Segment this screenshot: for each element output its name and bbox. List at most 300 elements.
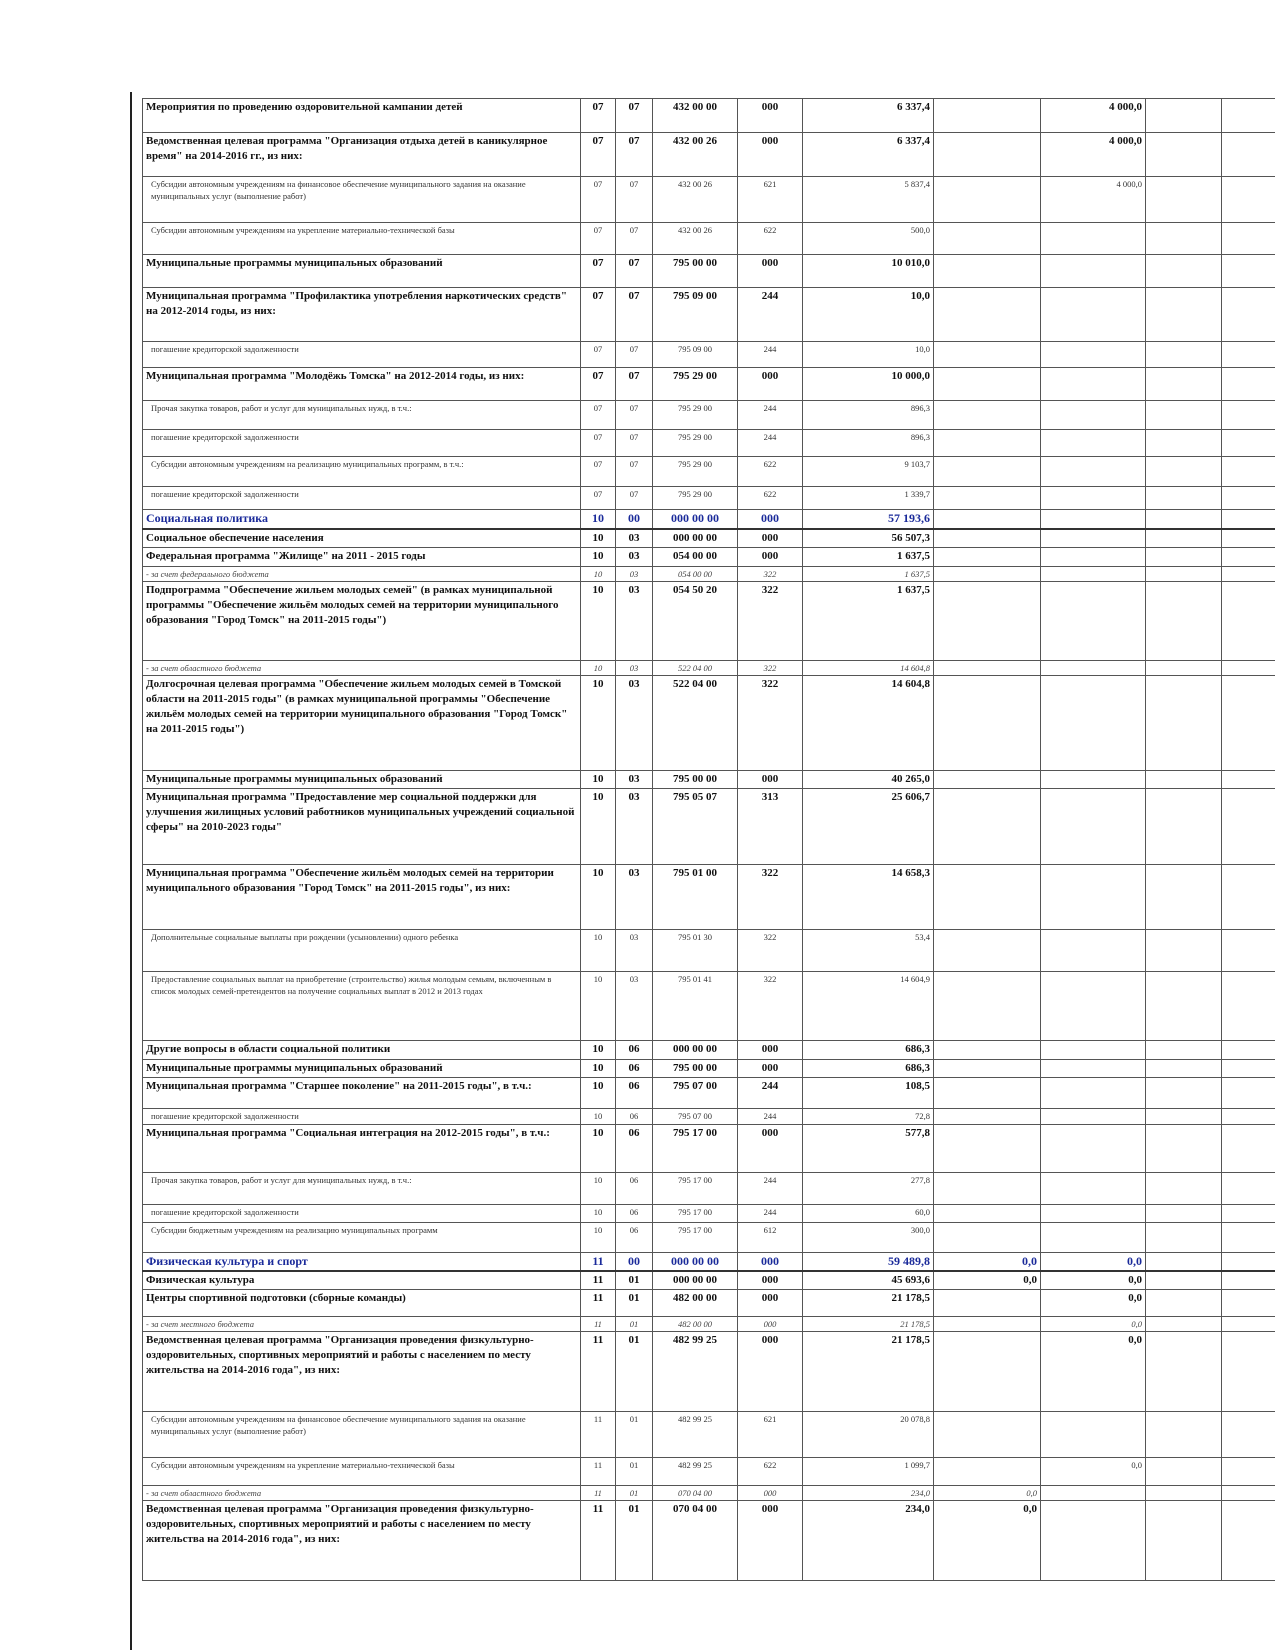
row-amount: 10,0: [803, 288, 934, 342]
row-description: Федеральная программа "Жилище" на 2011 - 2015 годы: [143, 547, 581, 566]
row-section-code: 07: [581, 430, 616, 457]
table-row: [143, 581, 1275, 660]
row-amount-3: [1041, 342, 1146, 368]
row-amount-2: [934, 255, 1041, 288]
row-amount-3: [1041, 1124, 1146, 1172]
row-amount: 57 193,6: [803, 510, 934, 529]
table-row: [143, 99, 1275, 133]
row-target-article-code: 795 17 00: [653, 1222, 738, 1252]
row-expense-type-code: 000: [738, 1124, 803, 1172]
table-row: [143, 971, 1275, 1040]
row-subsection-code: 03: [616, 929, 653, 971]
row-target-article-code: 482 00 00: [653, 1317, 738, 1332]
row-section-code: 11: [581, 1501, 616, 1581]
row-target-article-code: 795 29 00: [653, 401, 738, 430]
row-section-code: 07: [581, 223, 616, 255]
row-empty-cell: [1222, 1317, 1275, 1332]
row-section-code: 10: [581, 1204, 616, 1222]
row-subsection-code: 06: [616, 1222, 653, 1252]
row-section-code: 07: [581, 342, 616, 368]
table-row: [143, 1290, 1275, 1317]
row-empty-cell: [1222, 487, 1275, 510]
row-empty-cell: [1146, 566, 1222, 581]
row-expense-type-code: 000: [738, 1059, 803, 1077]
row-subsection-code: 01: [616, 1486, 653, 1501]
row-subsection-code: 03: [616, 529, 653, 548]
row-empty-cell: [1146, 1172, 1222, 1204]
row-target-article-code: 795 07 00: [653, 1108, 738, 1124]
row-expense-type-code: 000: [738, 1290, 803, 1317]
row-subsection-code: 00: [616, 1252, 653, 1271]
row-empty-cell: [1146, 1077, 1222, 1108]
row-expense-type-code: 000: [738, 1252, 803, 1271]
row-amount-2: [934, 529, 1041, 548]
row-empty-cell: [1146, 581, 1222, 660]
table-row: [143, 660, 1275, 675]
row-description: Ведомственная целевая программа "Организация проведения физкультурно-оздоровительных, спортивных мероприятий и работы с населением по месту жительства на 2014-2016 года", из них:: [143, 1332, 581, 1412]
row-amount-3: [1041, 510, 1146, 529]
row-empty-cell: [1222, 1458, 1275, 1486]
row-target-article-code: 000 00 00: [653, 1252, 738, 1271]
row-expense-type-code: 000: [738, 1486, 803, 1501]
table-row: [143, 1059, 1275, 1077]
row-empty-cell: [1222, 1108, 1275, 1124]
row-description: Дополнительные социальные выплаты при рождении (усыновлении) одного ребенка: [143, 929, 581, 971]
row-empty-cell: [1222, 288, 1275, 342]
row-target-article-code: 795 17 00: [653, 1172, 738, 1204]
row-amount: 1 339,7: [803, 487, 934, 510]
row-subsection-code: 03: [616, 581, 653, 660]
row-amount: 25 606,7: [803, 788, 934, 864]
row-subsection-code: 07: [616, 457, 653, 487]
row-amount-2: [934, 1204, 1041, 1222]
row-amount: 1 637,5: [803, 547, 934, 566]
row-empty-cell: [1146, 929, 1222, 971]
row-description: Социальная политика: [143, 510, 581, 529]
row-description: Центры спортивной подготовки (сборные команды): [143, 1290, 581, 1317]
table-row: [143, 1204, 1275, 1222]
row-amount-2: [934, 1332, 1041, 1412]
table-row: [143, 1271, 1275, 1290]
row-amount-3: 0,0: [1041, 1332, 1146, 1412]
table-row: [143, 770, 1275, 788]
row-amount-3: 0,0: [1041, 1252, 1146, 1271]
row-section-code: 10: [581, 581, 616, 660]
row-amount-2: [934, 1222, 1041, 1252]
row-amount-2: [934, 1108, 1041, 1124]
row-description: Муниципальная программа "Предоставление мер социальной поддержки для улучшения жилищных условий работников муниципальных учреждений социальной сферы" на 2010-2023 годы": [143, 788, 581, 864]
row-empty-cell: [1222, 788, 1275, 864]
row-target-article-code: 000 00 00: [653, 510, 738, 529]
row-empty-cell: [1222, 255, 1275, 288]
row-empty-cell: [1146, 1222, 1222, 1252]
row-target-article-code: 795 29 00: [653, 487, 738, 510]
row-description: Предоставление социальных выплат на приобретение (строительство) жилья молодым семьям, включенным в список молодых семей-претендентов на получение социальных выплат в 2012 и 2013 годах: [143, 971, 581, 1040]
row-description: Прочая закупка товаров, работ и услуг для муниципальных нужд, в т.ч.:: [143, 1172, 581, 1204]
row-expense-type-code: 244: [738, 342, 803, 368]
row-amount-2: [934, 1290, 1041, 1317]
row-empty-cell: [1146, 1412, 1222, 1458]
table-row: [143, 133, 1275, 177]
row-description: погашение кредиторской задолженности: [143, 1204, 581, 1222]
row-description: Долгосрочная целевая программа "Обеспечение жильем молодых семей в Томской области на 2011-2015 годы" (в рамках муниципальной программы "Обеспечение жильём молодых семей на территории муниципального образования "Город Томск" на 2011-2015 годы"): [143, 675, 581, 770]
row-subsection-code: 07: [616, 133, 653, 177]
row-amount: 72,8: [803, 1108, 934, 1124]
row-section-code: 11: [581, 1486, 616, 1501]
row-section-code: 10: [581, 864, 616, 929]
row-amount-3: [1041, 1222, 1146, 1252]
row-amount-2: 0,0: [934, 1271, 1041, 1290]
row-amount: 21 178,5: [803, 1317, 934, 1332]
table-row: [143, 457, 1275, 487]
row-empty-cell: [1222, 529, 1275, 548]
row-amount: 56 507,3: [803, 529, 934, 548]
row-subsection-code: 07: [616, 177, 653, 223]
row-description: Физическая культура: [143, 1271, 581, 1290]
row-section-code: 10: [581, 1172, 616, 1204]
row-amount: 14 604,8: [803, 660, 934, 675]
row-section-code: 07: [581, 288, 616, 342]
row-amount-2: 0,0: [934, 1486, 1041, 1501]
table-row: [143, 1124, 1275, 1172]
row-amount-2: [934, 401, 1041, 430]
row-expense-type-code: 000: [738, 547, 803, 566]
row-empty-cell: [1146, 788, 1222, 864]
row-section-code: 10: [581, 1077, 616, 1108]
row-amount: 1 637,5: [803, 581, 934, 660]
row-amount-2: [934, 660, 1041, 675]
row-target-article-code: 795 09 00: [653, 288, 738, 342]
row-amount-3: [1041, 1077, 1146, 1108]
row-empty-cell: [1146, 1501, 1222, 1581]
row-amount-3: 4 000,0: [1041, 177, 1146, 223]
row-amount-3: 4 000,0: [1041, 133, 1146, 177]
table-row: [143, 1501, 1275, 1581]
row-empty-cell: [1146, 660, 1222, 675]
row-target-article-code: 795 01 00: [653, 864, 738, 929]
row-expense-type-code: 244: [738, 1172, 803, 1204]
row-section-code: 10: [581, 1108, 616, 1124]
row-empty-cell: [1146, 971, 1222, 1040]
table-row: [143, 401, 1275, 430]
row-subsection-code: 06: [616, 1108, 653, 1124]
row-target-article-code: 795 29 00: [653, 457, 738, 487]
row-empty-cell: [1222, 99, 1275, 133]
row-amount-2: [934, 1412, 1041, 1458]
row-empty-cell: [1146, 1252, 1222, 1271]
row-amount: 14 658,3: [803, 864, 934, 929]
row-amount-2: [934, 223, 1041, 255]
row-amount-3: 4 000,0: [1041, 99, 1146, 133]
row-empty-cell: [1146, 675, 1222, 770]
row-empty-cell: [1222, 1124, 1275, 1172]
row-description: - за счет областного бюджета: [143, 1486, 581, 1501]
row-target-article-code: 054 00 00: [653, 547, 738, 566]
row-amount: 10 000,0: [803, 368, 934, 401]
row-amount: 5 837,4: [803, 177, 934, 223]
row-amount: 14 604,8: [803, 675, 934, 770]
row-amount-3: 0,0: [1041, 1290, 1146, 1317]
table-row: [143, 342, 1275, 368]
row-expense-type-code: 322: [738, 675, 803, 770]
row-target-article-code: 522 04 00: [653, 660, 738, 675]
row-description: погашение кредиторской задолженности: [143, 342, 581, 368]
row-section-code: 10: [581, 510, 616, 529]
row-amount-3: [1041, 1412, 1146, 1458]
row-amount: 53,4: [803, 929, 934, 971]
row-target-article-code: 432 00 00: [653, 99, 738, 133]
row-amount-2: [934, 929, 1041, 971]
table-row: [143, 223, 1275, 255]
row-empty-cell: [1146, 1124, 1222, 1172]
row-expense-type-code: 000: [738, 368, 803, 401]
row-target-article-code: 795 17 00: [653, 1124, 738, 1172]
row-amount-3: [1041, 223, 1146, 255]
row-section-code: 07: [581, 487, 616, 510]
row-amount-3: [1041, 430, 1146, 457]
row-amount-3: [1041, 675, 1146, 770]
row-expense-type-code: 000: [738, 770, 803, 788]
row-subsection-code: 03: [616, 971, 653, 1040]
row-expense-type-code: 622: [738, 487, 803, 510]
row-section-code: 10: [581, 675, 616, 770]
row-amount: 21 178,5: [803, 1290, 934, 1317]
row-subsection-code: 06: [616, 1077, 653, 1108]
row-empty-cell: [1222, 1271, 1275, 1290]
row-section-code: 10: [581, 788, 616, 864]
row-empty-cell: [1146, 457, 1222, 487]
row-amount: 60,0: [803, 1204, 934, 1222]
table-row: [143, 929, 1275, 971]
row-amount-2: [934, 1124, 1041, 1172]
table-row: [143, 1040, 1275, 1059]
row-amount-3: [1041, 1108, 1146, 1124]
row-amount-2: [934, 1059, 1041, 1077]
budget-table-body: [143, 99, 1275, 1581]
table-row: [143, 1317, 1275, 1332]
row-section-code: 07: [581, 368, 616, 401]
row-empty-cell: [1222, 1040, 1275, 1059]
row-expense-type-code: 313: [738, 788, 803, 864]
row-description: - за счет местного бюджета: [143, 1317, 581, 1332]
row-amount: 234,0: [803, 1501, 934, 1581]
row-empty-cell: [1146, 288, 1222, 342]
row-amount-2: [934, 566, 1041, 581]
row-description: - за счет областного бюджета: [143, 660, 581, 675]
row-section-code: 11: [581, 1271, 616, 1290]
row-empty-cell: [1222, 1332, 1275, 1412]
row-amount-3: [1041, 566, 1146, 581]
row-amount-2: [934, 1040, 1041, 1059]
table-row: [143, 675, 1275, 770]
row-expense-type-code: 244: [738, 288, 803, 342]
row-amount-2: 0,0: [934, 1501, 1041, 1581]
row-subsection-code: 07: [616, 255, 653, 288]
row-amount: 45 693,6: [803, 1271, 934, 1290]
budget-table-sheet: [142, 98, 1275, 1581]
row-description: Муниципальные программы муниципальных образований: [143, 255, 581, 288]
row-empty-cell: [1222, 430, 1275, 457]
row-amount: 59 489,8: [803, 1252, 934, 1271]
row-subsection-code: 07: [616, 223, 653, 255]
row-description: погашение кредиторской задолженности: [143, 1108, 581, 1124]
row-amount-2: [934, 99, 1041, 133]
row-description: Муниципальная программа "Профилактика употребления наркотических средств" на 2012-2014 годы, из них:: [143, 288, 581, 342]
table-row: [143, 487, 1275, 510]
row-description: Мероприятия по проведению оздоровительной кампании детей: [143, 99, 581, 133]
row-amount: 686,3: [803, 1059, 934, 1077]
row-amount: 6 337,4: [803, 99, 934, 133]
row-empty-cell: [1146, 770, 1222, 788]
table-row: [143, 1108, 1275, 1124]
row-expense-type-code: 244: [738, 430, 803, 457]
row-description: погашение кредиторской задолженности: [143, 430, 581, 457]
row-empty-cell: [1146, 99, 1222, 133]
row-amount-2: [934, 487, 1041, 510]
row-description: Муниципальные программы муниципальных образований: [143, 1059, 581, 1077]
row-empty-cell: [1146, 529, 1222, 548]
row-expense-type-code: 000: [738, 99, 803, 133]
row-subsection-code: 00: [616, 510, 653, 529]
row-subsection-code: 01: [616, 1271, 653, 1290]
row-target-article-code: 795 17 00: [653, 1204, 738, 1222]
table-row: [143, 529, 1275, 548]
row-subsection-code: 06: [616, 1059, 653, 1077]
row-section-code: 11: [581, 1412, 616, 1458]
row-amount-2: [934, 971, 1041, 1040]
table-row: [143, 547, 1275, 566]
row-description: Ведомственная целевая программа "Организация отдыха детей в каникулярное время" на 2014-2016 гг., из них:: [143, 133, 581, 177]
row-subsection-code: 01: [616, 1317, 653, 1332]
row-subsection-code: 01: [616, 1332, 653, 1412]
row-amount-2: [934, 547, 1041, 566]
row-target-article-code: 432 00 26: [653, 133, 738, 177]
row-target-article-code: 432 00 26: [653, 223, 738, 255]
row-amount-2: [934, 288, 1041, 342]
table-row: [143, 288, 1275, 342]
row-amount-3: 0,0: [1041, 1271, 1146, 1290]
row-empty-cell: [1222, 1486, 1275, 1501]
row-subsection-code: 01: [616, 1290, 653, 1317]
row-subsection-code: 03: [616, 770, 653, 788]
row-amount-2: [934, 770, 1041, 788]
row-amount-2: [934, 368, 1041, 401]
row-amount-3: [1041, 529, 1146, 548]
row-amount-2: [934, 133, 1041, 177]
row-amount-3: [1041, 1172, 1146, 1204]
row-description: Подпрограмма "Обеспечение жильем молодых семей" (в рамках муниципальной программы "Обеспечение жильём молодых семей на территории муниципального образования "Город Томск" на 2011-2015 годы"): [143, 581, 581, 660]
row-amount: 577,8: [803, 1124, 934, 1172]
row-section-code: 10: [581, 770, 616, 788]
row-empty-cell: [1146, 255, 1222, 288]
row-amount: 6 337,4: [803, 133, 934, 177]
row-description: Физическая культура и спорт: [143, 1252, 581, 1271]
row-empty-cell: [1222, 566, 1275, 581]
table-row: [143, 1222, 1275, 1252]
row-empty-cell: [1146, 547, 1222, 566]
row-amount: 1 099,7: [803, 1458, 934, 1486]
row-subsection-code: 06: [616, 1204, 653, 1222]
row-subsection-code: 03: [616, 675, 653, 770]
row-description: Муниципальная программа "Молодёжь Томска" на 2012-2014 годы, из них:: [143, 368, 581, 401]
row-subsection-code: 03: [616, 660, 653, 675]
row-amount-3: [1041, 660, 1146, 675]
row-empty-cell: [1146, 368, 1222, 401]
row-empty-cell: [1146, 1108, 1222, 1124]
row-expense-type-code: 622: [738, 457, 803, 487]
row-section-code: 11: [581, 1290, 616, 1317]
row-target-article-code: 000 00 00: [653, 529, 738, 548]
row-amount-2: [934, 788, 1041, 864]
row-empty-cell: [1146, 133, 1222, 177]
row-empty-cell: [1146, 342, 1222, 368]
row-expense-type-code: 322: [738, 971, 803, 1040]
row-amount-2: [934, 1458, 1041, 1486]
row-expense-type-code: 621: [738, 1412, 803, 1458]
row-target-article-code: 000 00 00: [653, 1040, 738, 1059]
row-amount: 10 010,0: [803, 255, 934, 288]
row-target-article-code: 795 01 30: [653, 929, 738, 971]
row-amount-3: [1041, 487, 1146, 510]
row-amount-3: [1041, 368, 1146, 401]
row-expense-type-code: 622: [738, 1458, 803, 1486]
row-amount-3: 0,0: [1041, 1317, 1146, 1332]
row-target-article-code: 482 99 25: [653, 1332, 738, 1412]
row-empty-cell: [1146, 510, 1222, 529]
row-section-code: 11: [581, 1252, 616, 1271]
row-target-article-code: 795 05 07: [653, 788, 738, 864]
table-row: [143, 1077, 1275, 1108]
row-expense-type-code: 000: [738, 1040, 803, 1059]
row-section-code: 10: [581, 547, 616, 566]
row-expense-type-code: 322: [738, 929, 803, 971]
row-description: Прочая закупка товаров, работ и услуг для муниципальных нужд, в т.ч.:: [143, 401, 581, 430]
row-description: Другие вопросы в области социальной политики: [143, 1040, 581, 1059]
row-amount: 234,0: [803, 1486, 934, 1501]
row-target-article-code: 000 00 00: [653, 1271, 738, 1290]
row-expense-type-code: 322: [738, 864, 803, 929]
row-amount: 108,5: [803, 1077, 934, 1108]
row-empty-cell: [1146, 1332, 1222, 1412]
row-target-article-code: 054 50 20: [653, 581, 738, 660]
row-amount-3: [1041, 1204, 1146, 1222]
row-empty-cell: [1222, 1222, 1275, 1252]
table-row: [143, 1486, 1275, 1501]
row-target-article-code: 070 04 00: [653, 1501, 738, 1581]
row-expense-type-code: 322: [738, 566, 803, 581]
table-row: [143, 255, 1275, 288]
row-amount-2: [934, 581, 1041, 660]
row-description: Муниципальные программы муниципальных образований: [143, 770, 581, 788]
row-section-code: 11: [581, 1317, 616, 1332]
row-description: Субсидии бюджетным учреждениям на реализацию муниципальных программ: [143, 1222, 581, 1252]
row-expense-type-code: 322: [738, 660, 803, 675]
row-subsection-code: 06: [616, 1040, 653, 1059]
row-description: Муниципальная программа "Старшее поколение" на 2011-2015 годы", в т.ч.:: [143, 1077, 581, 1108]
row-description: Ведомственная целевая программа "Организация проведения физкультурно-оздоровительных, спортивных мероприятий и работы с населением по месту жительства на 2014-2016 года", из них:: [143, 1501, 581, 1581]
row-expense-type-code: 000: [738, 529, 803, 548]
budget-table: [142, 98, 1275, 1581]
row-amount-2: [934, 864, 1041, 929]
row-target-article-code: 070 04 00: [653, 1486, 738, 1501]
row-description: Субсидии автономным учреждениям на укрепление материально-технической базы: [143, 223, 581, 255]
row-empty-cell: [1222, 547, 1275, 566]
table-row: [143, 368, 1275, 401]
row-target-article-code: 482 99 25: [653, 1458, 738, 1486]
row-description: - за счет федерального бюджета: [143, 566, 581, 581]
row-amount: 1 637,5: [803, 566, 934, 581]
row-amount-3: [1041, 864, 1146, 929]
